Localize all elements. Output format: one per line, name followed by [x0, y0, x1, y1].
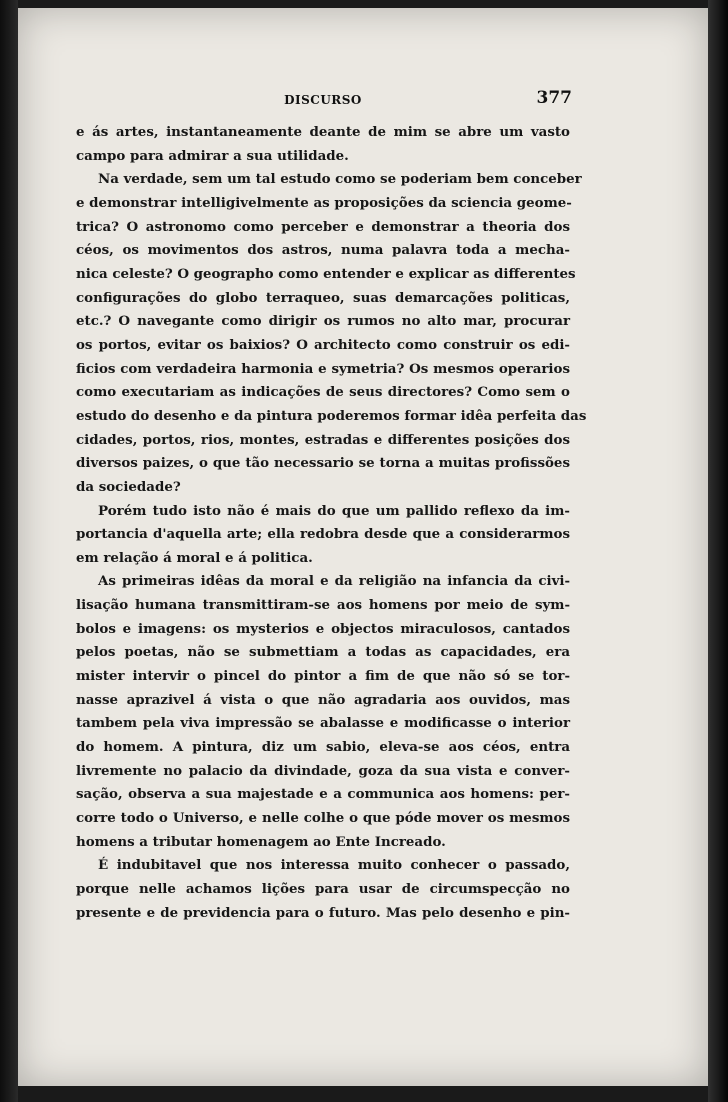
text-line: diversos paizes, o que tão necessario se torna a muitas profissões — [76, 455, 570, 472]
text-line: nasse aprazivel á vista o que não agradaria aos ouvidos, mas — [76, 691, 570, 708]
text-line: porque nelle achamos lições para usar de circumspecção no — [76, 881, 570, 897]
text-line: mister intervir o pincel do pintor a fim de que não só se tor- — [76, 668, 570, 685]
text-line: bolos e imagens: os mysterios e objectos miraculosos, cantados — [76, 620, 570, 637]
text-line: homens a tributar homenagem ao Ente Increado. — [76, 833, 446, 850]
text-line: e demonstrar intelligivelmente as proposições da sciencia geome- — [76, 194, 572, 211]
text-line: trica? O astronomo como perceber e demonstrar a theoria dos — [76, 218, 570, 235]
text-line: presente e de previdencia para o futuro. Mas pelo desenho e pin- — [76, 904, 570, 921]
text-line: céos, os movimentos dos astros, numa palavra toda a mecha- — [76, 242, 570, 259]
text-line: e ás artes, instantaneamente deante de mim se abre um vasto — [76, 124, 570, 140]
text-line: As primeiras idêas da moral e da religião na infancia da civi- — [98, 573, 570, 590]
text-line: corre todo o Universo, e nelle colhe o que póde mover os mesmos — [76, 810, 570, 827]
text-line: lisação humana transmittiram-se aos homens por meio de sym- — [76, 597, 570, 614]
text-line: como executariam as indicações de seus directores? Como sem o — [76, 384, 570, 401]
text-line: etc.? O navegante como dirigir os rumos no alto mar, procurar — [76, 313, 570, 330]
text-line: sação, observa a sua majestade e a communica aos homens: per- — [76, 786, 570, 803]
body-text — [76, 121, 587, 925]
paragraph-2 — [76, 168, 587, 499]
text-line: da sociedade? — [76, 478, 181, 495]
page-number: 377 — [536, 88, 572, 108]
page-header — [74, 88, 572, 112]
paragraph-3 — [76, 500, 570, 571]
running-head: DISCURSO — [284, 93, 362, 107]
text-line: portancia d'aquella arte; ella redobra desde que a considerarmos — [76, 526, 570, 543]
text-line: os portos, evitar os baixios? O architecto como construir os edi- — [76, 336, 570, 353]
text-line: em relação á moral e á politica. — [76, 549, 313, 566]
scan-right-edge — [708, 0, 728, 1102]
text-line: Na verdade, sem um tal estudo como se poderiam bem conceber — [98, 171, 582, 188]
paragraph-5 — [76, 854, 570, 925]
text-line: ficios com verdadeira harmonia e symetria? Os mesmos operarios — [76, 360, 570, 377]
text-line: nica celeste? O geographo como entender e explicar as differentes — [76, 265, 576, 282]
text-line: do homem. A pintura, diz um sabio, eleva-se aos céos, entra — [76, 739, 570, 756]
text-line: pelos poetas, não se submettiam a todas as capacidades, era — [76, 644, 570, 661]
text-line: tambem pela viva impressão se abalasse e modificasse o interior — [76, 715, 570, 732]
text-line: estudo do desenho e da pintura poderemos formar idêa perfeita das — [76, 407, 587, 424]
text-line: campo para admirar a sua utilidade. — [76, 147, 349, 164]
paragraph-4 — [76, 570, 570, 854]
text-line: Porém tudo isto não é mais do que um pallido reflexo da im- — [98, 502, 570, 519]
text-line: cidades, portos, rios, montes, estradas e differentes posições dos — [76, 431, 570, 448]
paragraph-1 — [76, 121, 570, 168]
text-line: É indubitavel que nos interessa muito conhecer o passado, — [98, 857, 570, 874]
text-line: configurações do globo terraqueo, suas demarcações politicas, — [76, 289, 570, 306]
text-line: livremente no palacio da divindade, goza da sua vista e conver- — [76, 762, 570, 779]
scan-left-edge — [0, 0, 18, 1102]
